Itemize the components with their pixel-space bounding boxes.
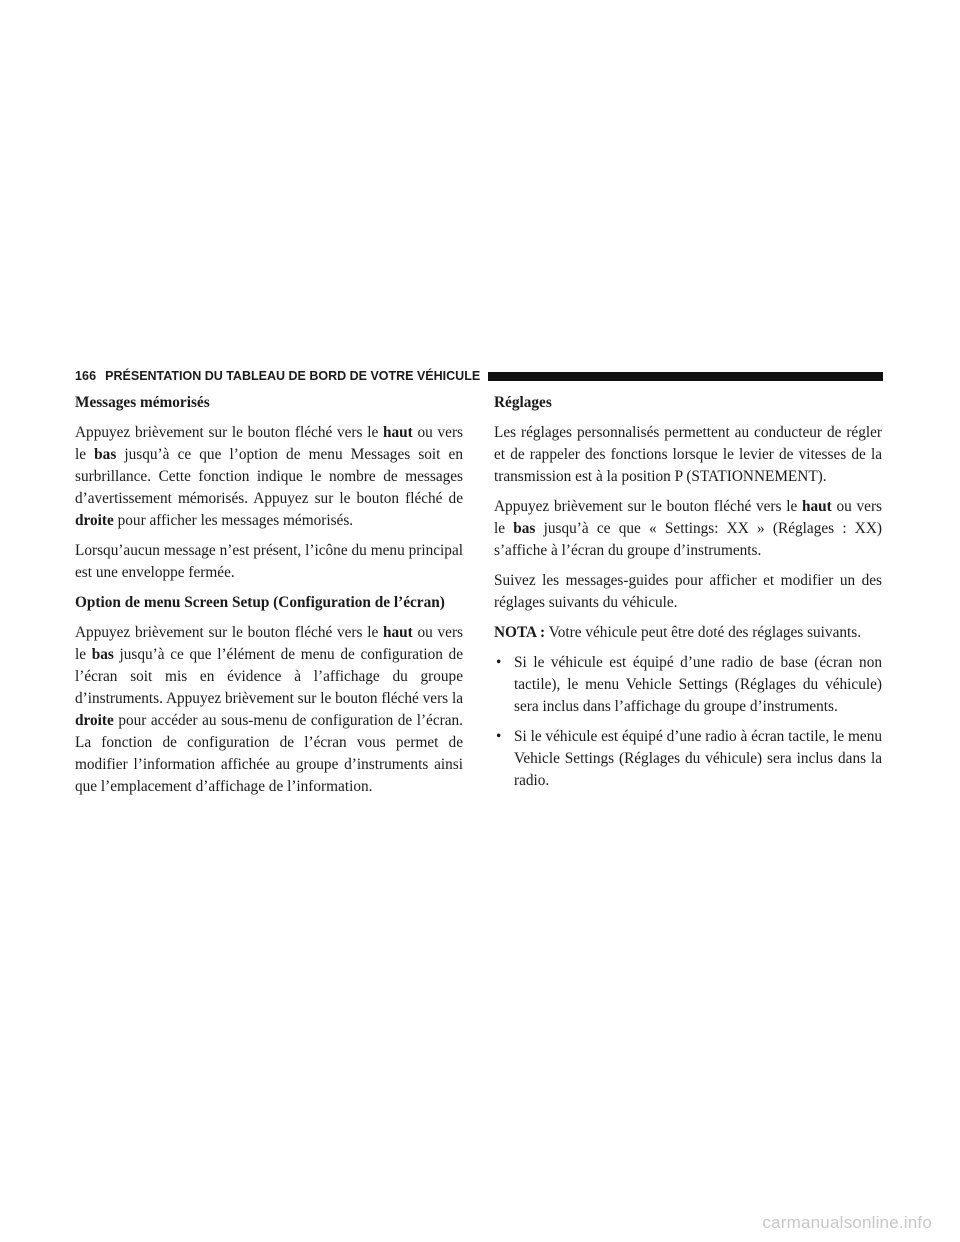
settings-bullet-list xyxy=(494,652,882,792)
text-run: Appuyez brièvement sur le bouton fléché vers le xyxy=(75,424,383,441)
bold-term: droite xyxy=(75,512,114,529)
paragraph-note xyxy=(494,622,882,644)
page-header xyxy=(75,367,883,385)
bold-term: haut xyxy=(382,624,413,641)
heading-settings: Réglages xyxy=(494,394,552,411)
text-run: pour accéder au sous-menu de configuration de l’écran. La fonction de configuration de l’écran vous permet de modifier l’information affichée au groupe d’instruments ainsi que l’emplacement d’affichage de l’information. xyxy=(75,712,463,795)
watermark: carmanualsonline.info xyxy=(762,1213,932,1232)
list-item-text: Si le véhicule est équipé d’une radio à écran tactile, le menu Vehicle Settings (Réglages du véhicule) sera inclus dans la radio. xyxy=(514,728,882,789)
note-label: NOTA : xyxy=(494,624,546,641)
text-run: Appuyez brièvement sur le bouton fléché vers le xyxy=(75,624,383,641)
text-run: ou vers le xyxy=(75,424,463,463)
text-run: ou vers le xyxy=(494,498,882,537)
list-item xyxy=(494,726,882,792)
bullet-icon: • xyxy=(496,728,502,745)
text-run: pour afficher les messages mémorisés. xyxy=(113,512,354,529)
heading-stored-messages: Messages mémorisés xyxy=(75,394,210,411)
paragraph-stored-messages-instructions xyxy=(75,422,463,532)
text-run: jusqu’à ce que « Settings: XX » (Réglages : XX) s’affiche à l’écran du groupe d’instruments. xyxy=(494,520,882,559)
heading-screen-setup: Option de menu Screen Setup (Configuration de l’écran) xyxy=(75,594,445,611)
paragraph-follow-prompts: Suivez les messages-guides pour afficher et modifier un des réglages suivants du véhicule. xyxy=(494,572,882,611)
text-run: jusqu’à ce que l’élément de menu de configuration de l’écran soit mis en évidence à l’affichage du groupe d’instruments. Appuyez brièvement sur le bouton fléché vers la xyxy=(75,646,463,707)
bold-term: haut xyxy=(801,498,832,515)
text-run: jusqu’à ce que l’option de menu Messages soit en surbrillance. Cette fonction indique le nombre de messages d’avertissement mémorisés. Appuyez sur le bouton fléché de xyxy=(75,446,463,507)
left-column xyxy=(75,392,463,806)
text-run: ou vers le xyxy=(75,624,463,663)
bold-term: droite xyxy=(75,712,114,729)
bold-term: bas xyxy=(91,646,114,663)
list-item xyxy=(494,652,882,718)
paragraph-screen-setup-instructions xyxy=(75,622,463,798)
text-run: Appuyez brièvement sur le bouton fléché vers le xyxy=(494,498,802,515)
bold-term: bas xyxy=(513,520,536,537)
right-column xyxy=(494,392,882,800)
list-item-text: Si le véhicule est équipé d’une radio de base (écran non tactile), le menu Vehicle Settings (Réglages du véhicule) sera inclus dans l’affichage du groupe d’instruments. xyxy=(514,654,882,715)
page-number: 166 xyxy=(75,369,97,383)
paragraph-no-messages: Lorsqu’aucun message n’est présent, l’icône du menu principal est une enveloppe fermée. xyxy=(75,542,463,581)
bold-term: haut xyxy=(382,424,413,441)
bullet-icon: • xyxy=(496,654,502,671)
bold-term: bas xyxy=(94,446,117,463)
paragraph-settings-instructions xyxy=(494,496,882,562)
header-rule xyxy=(488,372,883,381)
section-title: PRÉSENTATION DU TABLEAU DE BORD DE VOTRE VÉHICULE xyxy=(105,369,481,383)
paragraph-settings-intro: Les réglages personnalisés permettent au conducteur de régler et de rappeler des fonctions lorsque le levier de vitesses de la transmission est à la position P (STATIONNEMENT). xyxy=(494,424,882,485)
note-text: Votre véhicule peut être doté des réglages suivants. xyxy=(545,624,862,641)
